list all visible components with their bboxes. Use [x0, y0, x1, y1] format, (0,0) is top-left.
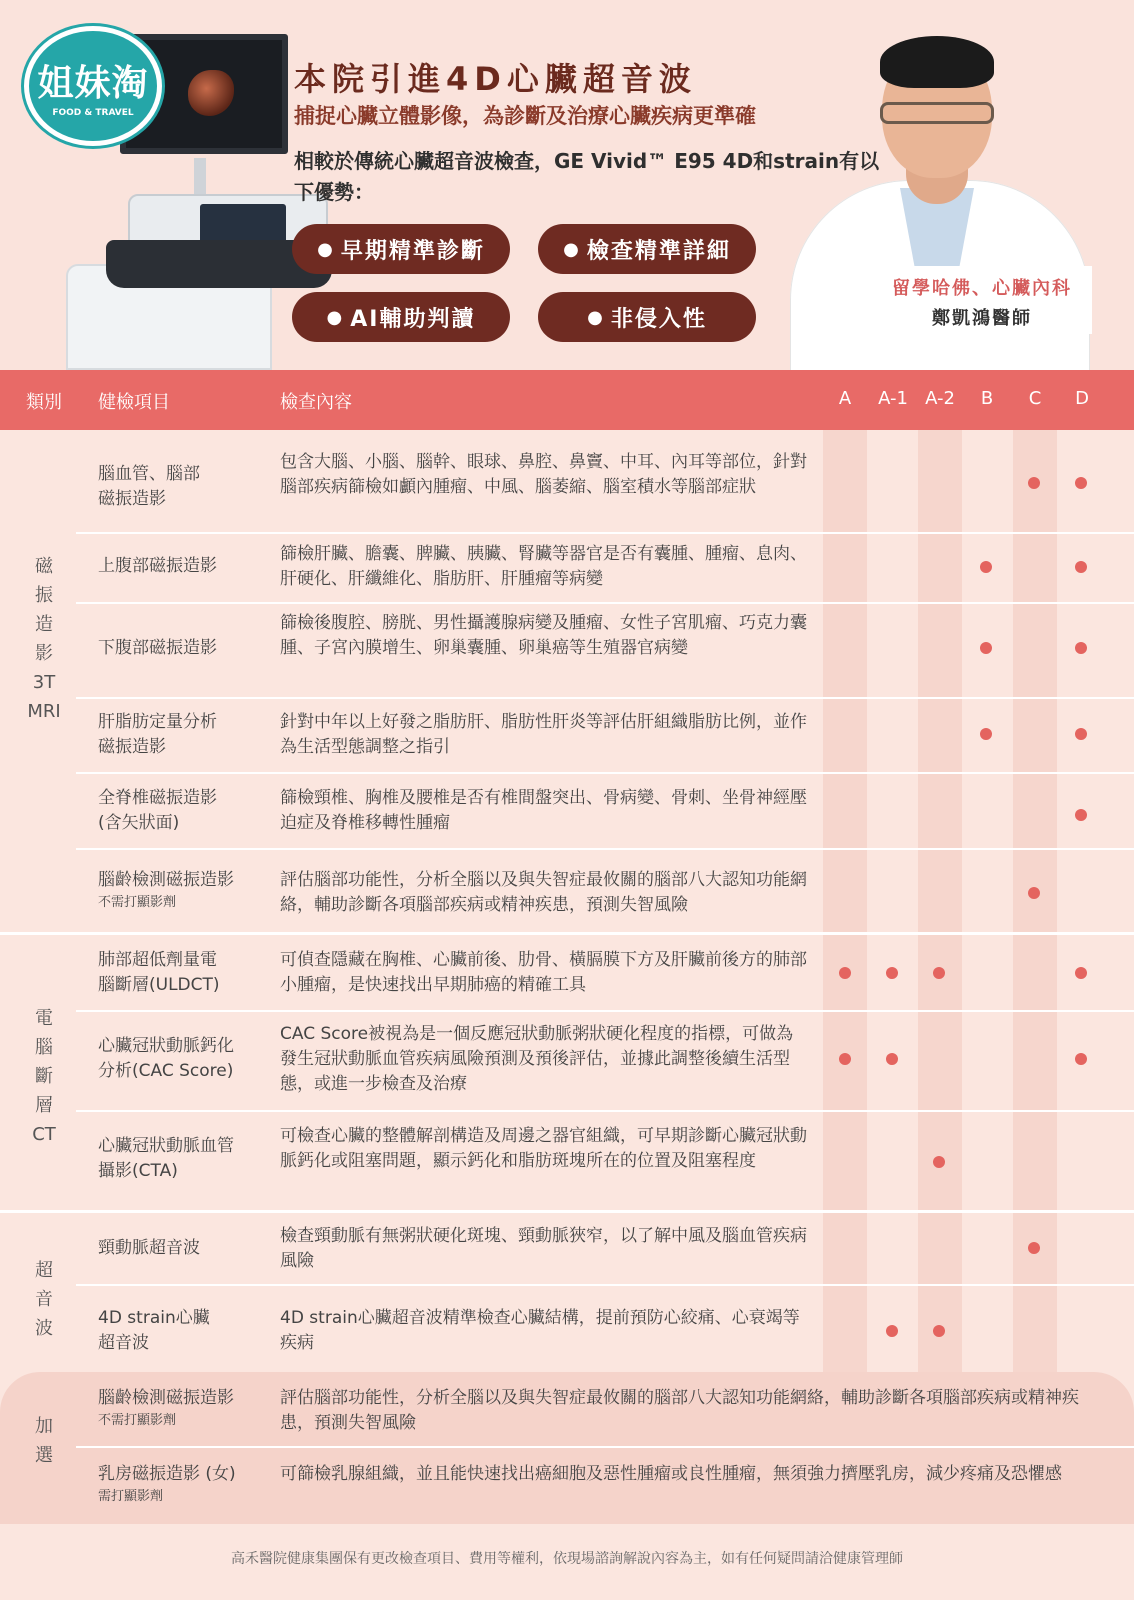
table-row-desc: 篩檢肝臟、膽囊、脾臟、胰臟、腎臟等器官是否有囊腫、腫瘤、息肉、肝硬化、肝纖維化、脂肪肝、肝腫瘤等病變 [280, 544, 807, 589]
table-row-desc: 可偵查隱藏在胸椎、心臟前後、肋骨、橫膈膜下方及肝臟前後方的肺部小腫瘤，是快速找出早期肺癌的精確工具 [280, 950, 807, 995]
header-content: 檢查內容 [280, 392, 352, 413]
table-row-desc: 評估腦部功能性，分析全腦以及與失智症最攸關的腦部八大認知功能網絡，輔助診斷各項腦部疾病或精神疾患，預測失智風險 [280, 1388, 1079, 1433]
feature-pill: ● AI輔助判讀 [292, 292, 510, 342]
plan-included-dot [839, 1053, 851, 1065]
feature-pill: ● 早期精準診斷 [292, 224, 510, 274]
plan-included-dot [980, 642, 992, 654]
plan-included-dot [1075, 967, 1087, 979]
table-row-item: 肺部超低劑量電 腦斷層(ULDCT) [98, 950, 220, 995]
plan-included-dot [1075, 561, 1087, 573]
page-subtitle: 捕捉心臟立體影像，為診斷及治療心臟疾病更準確 [294, 104, 756, 128]
plan-included-dot [886, 1325, 898, 1337]
hero-banner [0, 0, 1134, 370]
plan-included-dot [1028, 1242, 1040, 1254]
table-row-desc: 可篩檢乳腺組織，並且能快速找出癌細胞及惡性腫瘤或良性腫瘤，無須強力擠壓乳房，減少疼痛及恐懼感 [280, 1464, 1062, 1484]
plan-included-dot [886, 967, 898, 979]
header-plan-a2: A-2 [925, 388, 955, 409]
table-row-item: 腦齡檢測磁振造影 不需打顯影劑 [98, 870, 234, 910]
header-plan-a1: A-1 [878, 388, 908, 409]
feature-pill: ● 非侵入性 [538, 292, 756, 342]
plan-included-dot [1028, 477, 1040, 489]
table-row-item: 上腹部磁振造影 [98, 556, 217, 576]
category-ultrasound: 超 音 波 [35, 1260, 53, 1339]
plan-included-dot [1075, 809, 1087, 821]
table-row-desc: 評估腦部功能性，分析全腦以及與失智症最攸關的腦部八大認知功能網絡，輔助診斷各項腦部疾病或精神疾患，預測失智風險 [280, 870, 807, 915]
feature-pill: ● 檢查精準詳細 [538, 224, 756, 274]
table-row-item: 乳房磁振造影 (女) 需打顯影劑 [98, 1464, 236, 1504]
plan-included-dot [933, 1325, 945, 1337]
header-plan-b: B [980, 388, 994, 409]
table-row-item: 肝脂肪定量分析 磁振造影 [98, 712, 217, 757]
page-title: 本院引進4D心臟超音波 [294, 60, 697, 98]
plan-included-dot [839, 967, 851, 979]
plan-included-dot [980, 728, 992, 740]
table-row-desc: 可檢查心臟的整體解剖構造及周邊之器官組織，可早期診斷心臟冠狀動脈鈣化或阻塞問題，顯示鈣化和脂肪斑塊所在的位置及阻塞程度 [280, 1126, 807, 1171]
doctor-caption: 留學哈佛、心臟內科 鄭凱鴻醫師 [872, 266, 1092, 334]
table-row-desc: 包含大腦、小腦、腦幹、眼球、鼻腔、鼻竇、中耳、內耳等部位，針對腦部疾病篩檢如顱內腫瘤、中風、腦萎縮、腦室積水等腦部症狀 [280, 452, 807, 497]
plan-included-dot [1075, 642, 1087, 654]
header-plan-d: D [1075, 388, 1089, 409]
plan-included-dot [933, 967, 945, 979]
plan-included-dot [1075, 728, 1087, 740]
plan-column-c [1013, 430, 1057, 1372]
table-row-desc: 針對中年以上好發之脂肪肝、脂肪性肝炎等評估肝組織脂肪比例，並作為生活型態調整之指引 [280, 712, 807, 757]
table-row-desc: 4D strain心臟超音波精準檢查心臟結構，提前預防心絞痛、心衰竭等疾病 [280, 1308, 800, 1353]
table-row-desc: 篩檢後腹腔、膀胱、男性攝護腺病變及腫瘤、女性子宮肌瘤、巧克力囊腫、子宮內膜增生、卵巢囊腫、卵巢癌等生殖器官病變 [280, 613, 807, 658]
plan-included-dot [980, 561, 992, 573]
header-plan-c: C [1028, 388, 1042, 409]
header-category: 類別 [26, 392, 62, 413]
table-row-item: 全脊椎磁振造影 (含矢狀面) [98, 788, 217, 833]
plan-column-a [823, 430, 867, 1372]
category-addon: 加 選 [35, 1416, 53, 1466]
table-row-item: 下腹部磁振造影 [98, 638, 217, 658]
plan-included-dot [1075, 1053, 1087, 1065]
table-header [0, 370, 1134, 430]
intro-text: 相較於傳統心臟超音波檢查，GE Vivid™ E95 4D和strain有以下優勢： [294, 149, 880, 204]
table-row-item: 頸動脈超音波 [98, 1238, 200, 1258]
brand-logo: 姐妹淘 FOOD & TRAVEL [24, 26, 162, 146]
table-row-item: 4D strain心臟 超音波 [98, 1308, 210, 1353]
footer-note: 高禾醫院健康集團保有更改檢查項目、費用等權利，依現場諮詢解說內容為主，如有任何疑問請洽健康管理師 [231, 1551, 903, 1567]
table-row-item: 心臟冠狀動脈血管 攝影(CTA) [98, 1136, 234, 1181]
table-row-desc: CAC Score被視為是一個反應冠狀動脈粥狀硬化程度的指標，可做為發生冠狀動脈血管疾病風險預測及預後評估，並據此調整後續生活型態，或進一步檢查及治療 [280, 1024, 794, 1094]
category-mri: 磁 振 造 影 3T MRI [27, 556, 61, 722]
table-row-item: 心臟冠狀動脈鈣化 分析(CAC Score) [98, 1036, 234, 1081]
table-row-item: 腦血管、腦部 磁振造影 [98, 464, 200, 509]
plan-included-dot [886, 1053, 898, 1065]
header-plan-a: A [838, 388, 852, 409]
plan-column-a2 [918, 430, 962, 1372]
plan-included-dot [933, 1156, 945, 1168]
plan-included-dot [1075, 477, 1087, 489]
table-row-desc: 檢查頸動脈有無粥狀硬化斑塊、頸動脈狹窄，以了解中風及腦血管疾病風險 [280, 1226, 807, 1271]
table-row-desc: 篩檢頸椎、胸椎及腰椎是否有椎間盤突出、骨病變、骨刺、坐骨神經壓迫症及脊椎移轉性腫瘤 [280, 788, 807, 833]
table-row-item: 腦齡檢測磁振造影 不需打顯影劑 [98, 1388, 234, 1428]
header-item: 健檢項目 [98, 392, 170, 413]
category-ct: 電 腦 斷 層 CT [32, 1008, 56, 1145]
plan-included-dot [1028, 887, 1040, 899]
